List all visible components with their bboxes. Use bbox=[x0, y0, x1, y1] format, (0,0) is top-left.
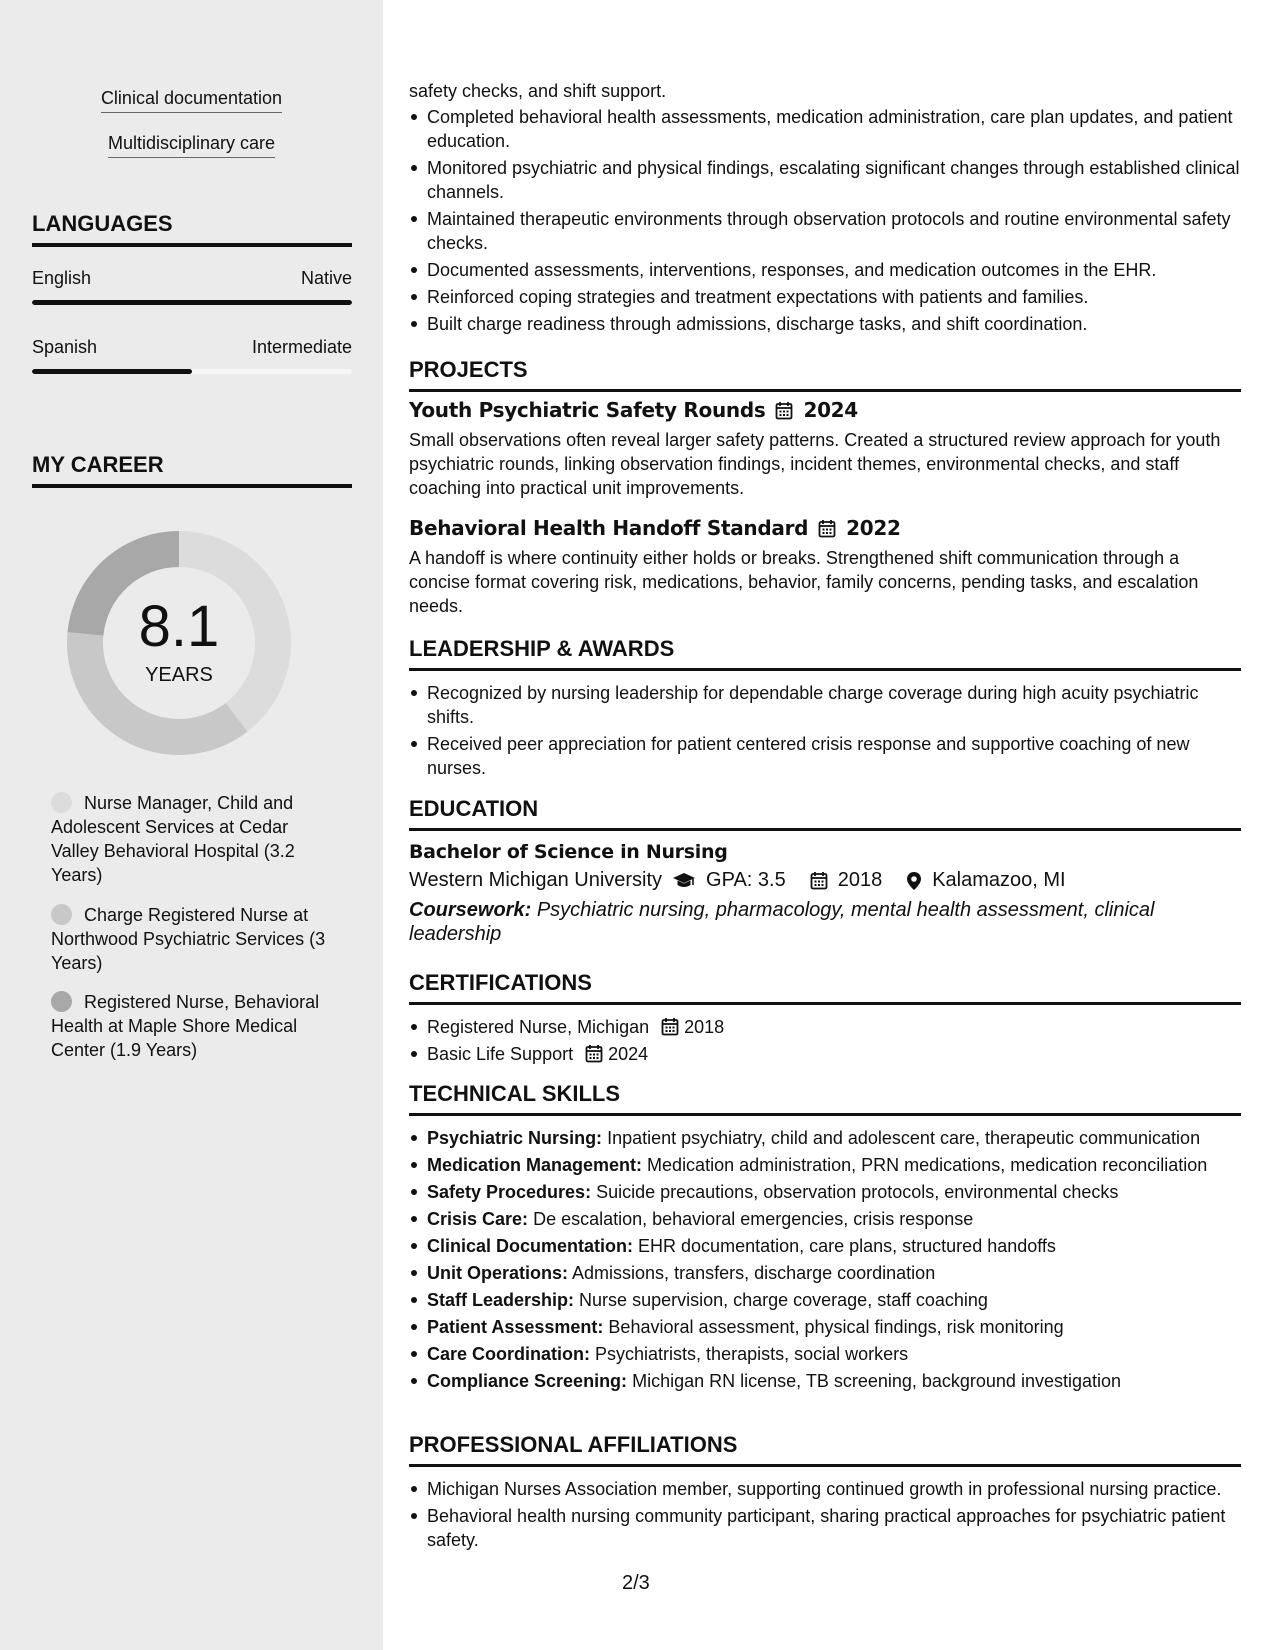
calendar-icon bbox=[585, 1044, 603, 1063]
list-item bbox=[409, 1342, 1241, 1366]
list-item: Behavioral health nursing community participant, sharing practical approaches for psychiatric patient safety. bbox=[409, 1504, 1241, 1552]
experience-continued-text: safety checks, and shift support. bbox=[409, 81, 667, 101]
list-item: Recognized by nursing leadership for dependable charge coverage during high acuity psychiatric shifts. bbox=[409, 681, 1241, 729]
skill-label: Psychiatric Nursing: bbox=[427, 1128, 603, 1148]
affiliations-list bbox=[409, 1477, 1241, 1552]
list-item: Built charge readiness through admissions, discharge tasks, and shift coordination. bbox=[409, 312, 1241, 336]
certification-name: Basic Life Support bbox=[427, 1044, 574, 1064]
skill-label: Compliance Screening: bbox=[427, 1371, 628, 1391]
coursework-text: Psychiatric nursing, pharmacology, mental health assessment, clinical leadership bbox=[409, 899, 1155, 945]
graduation-year: 2018 bbox=[837, 869, 883, 891]
project-description: A handoff is where continuity either holds or breaks. Strengthened shift communication through a concise format covering risk, medications, behavior, family concerns, pending tasks, and escalation needs. bbox=[409, 548, 1199, 616]
skill-label: Patient Assessment: bbox=[427, 1317, 604, 1337]
school-name: Western Michigan University bbox=[409, 869, 663, 891]
certifications-list bbox=[409, 1015, 1241, 1066]
skill-value: Behavioral assessment, physical findings, risk monitoring bbox=[608, 1317, 1064, 1337]
main-content bbox=[409, 0, 1241, 1650]
languages-heading: LANGUAGES bbox=[32, 211, 352, 247]
skill-value: Suicide precautions, observation protocols, environmental checks bbox=[596, 1182, 1119, 1202]
education-heading: EDUCATION bbox=[409, 796, 1241, 831]
list-item: Maintained therapeutic environments through observation protocols and routine environmental safety checks. bbox=[409, 207, 1241, 255]
career-role: Registered Nurse, Behavioral Health at Maple Shore Medical Center (1.9 Years) bbox=[51, 992, 320, 1060]
list-item bbox=[409, 1153, 1241, 1177]
coursework-label: Coursework: bbox=[409, 899, 532, 921]
map-pin-icon bbox=[906, 871, 922, 891]
project-title: Behavioral Health Handoff Standard bbox=[409, 516, 809, 540]
degree-title: Bachelor of Science in Nursing bbox=[409, 841, 728, 863]
project-title-row bbox=[409, 398, 1241, 422]
project-year: 2024 bbox=[803, 398, 858, 422]
language-proficiency-bar bbox=[32, 300, 352, 305]
calendar-icon bbox=[775, 401, 793, 420]
skill-value: Medication administration, PRN medications, medication reconciliation bbox=[647, 1155, 1208, 1175]
language-row bbox=[32, 337, 352, 358]
education-section bbox=[409, 796, 1241, 946]
list-item bbox=[409, 1261, 1241, 1285]
experience-bullets bbox=[409, 105, 1241, 339]
skill-label: Safety Procedures: bbox=[427, 1182, 592, 1202]
affiliations-heading: PROFESSIONAL AFFILIATIONS bbox=[409, 1432, 1241, 1467]
project-title-row bbox=[409, 516, 1241, 540]
skill-label: Unit Operations: bbox=[427, 1263, 569, 1283]
skill-label: Clinical Documentation: bbox=[427, 1236, 634, 1256]
language-row bbox=[32, 268, 352, 289]
certification-name: Registered Nurse, Michigan bbox=[427, 1017, 650, 1037]
list-item bbox=[409, 1369, 1241, 1393]
skill-label: Crisis Care: bbox=[427, 1209, 529, 1229]
career-role: Nurse Manager, Child and Adolescent Services at Cedar Valley Behavioral Hospital (3.2 Years) bbox=[51, 793, 295, 885]
career-legend-dot bbox=[51, 904, 72, 925]
list-item: Monitored psychiatric and physical findings, escalating significant changes through established clinical channels. bbox=[409, 156, 1241, 204]
sidebar bbox=[0, 0, 383, 1650]
education-meta bbox=[409, 869, 1241, 892]
skill-value: Admissions, transfers, discharge coordination bbox=[572, 1263, 936, 1283]
list-item: Documented assessments, interventions, responses, and medication outcomes in the EHR. bbox=[409, 258, 1241, 282]
skill-label: Care Coordination: bbox=[427, 1344, 591, 1364]
leadership-bullets bbox=[409, 681, 1241, 780]
career-legend-dot bbox=[51, 991, 72, 1012]
list-item bbox=[409, 1042, 1241, 1066]
calendar-icon bbox=[661, 1017, 679, 1036]
affiliations-section bbox=[409, 1432, 1241, 1555]
language-proficiency-fill bbox=[32, 300, 352, 305]
gpa: GPA: 3.5 bbox=[706, 869, 786, 891]
list-item bbox=[409, 1315, 1241, 1339]
list-item: Reinforced coping strategies and treatment expectations with patients and families. bbox=[409, 285, 1241, 309]
certifications-heading: CERTIFICATIONS bbox=[409, 970, 1241, 1005]
graduation-cap-icon bbox=[672, 872, 696, 890]
skill-value: Inpatient psychiatry, child and adolescent care, therapeutic communication bbox=[607, 1128, 1201, 1148]
skill-value: De escalation, behavioral emergencies, crisis response bbox=[533, 1209, 974, 1229]
certification-year: 2024 bbox=[608, 1044, 649, 1064]
list-item bbox=[409, 1207, 1241, 1231]
school-location: Kalamazoo, MI bbox=[932, 869, 1066, 891]
list-item bbox=[409, 1180, 1241, 1204]
project-year: 2022 bbox=[846, 516, 901, 540]
language-name: English bbox=[32, 268, 92, 288]
career-total-unit: YEARS bbox=[145, 664, 213, 686]
calendar-icon bbox=[818, 519, 836, 538]
career-heading: MY CAREER bbox=[32, 452, 352, 488]
list-item bbox=[409, 1015, 1241, 1039]
coursework bbox=[409, 898, 1241, 946]
leadership-section bbox=[409, 636, 1241, 783]
list-item bbox=[409, 1126, 1241, 1150]
list-item: Completed behavioral health assessments, medication administration, care plan updates, and patient education. bbox=[409, 105, 1241, 153]
career-role: Charge Registered Nurse at Northwood Psychiatric Services (3 Years) bbox=[51, 905, 326, 973]
skill-value: Psychiatrists, therapists, social workers bbox=[595, 1344, 909, 1364]
skill-tag: Clinical documentation bbox=[0, 88, 383, 113]
list-item: Michigan Nurses Association member, supporting continued growth in professional nursing practice. bbox=[409, 1477, 1241, 1501]
list-item bbox=[409, 1234, 1241, 1258]
career-total-value: 8.1 bbox=[138, 594, 220, 659]
calendar-icon bbox=[810, 871, 828, 890]
project-item bbox=[409, 398, 1241, 500]
skill-value: Michigan RN license, TB screening, background investigation bbox=[632, 1371, 1122, 1391]
language-level: Intermediate bbox=[251, 337, 352, 357]
language-proficiency-bar bbox=[32, 369, 352, 374]
projects-section bbox=[409, 357, 1241, 392]
technical-skills-section bbox=[409, 1081, 1241, 1396]
page-number: 2/3 bbox=[622, 1572, 650, 1594]
career-legend-dot bbox=[51, 792, 72, 813]
skill-label: Medication Management: bbox=[427, 1155, 643, 1175]
language-level: Native bbox=[300, 268, 352, 288]
leadership-heading: LEADERSHIP & AWARDS bbox=[409, 636, 1241, 671]
skill-value: EHR documentation, care plans, structured handoffs bbox=[638, 1236, 1056, 1256]
list-item bbox=[409, 1288, 1241, 1312]
language-name: Spanish bbox=[32, 337, 98, 357]
project-item bbox=[409, 516, 1241, 618]
skill-label: Staff Leadership: bbox=[427, 1290, 575, 1310]
skill-value: Nurse supervision, charge coverage, staff coaching bbox=[579, 1290, 988, 1310]
list-item: Received peer appreciation for patient centered crisis response and supportive coaching of new nurses. bbox=[409, 732, 1241, 780]
project-description: Small observations often reveal larger safety patterns. Created a structured review approach for youth psychiatric rounds, linking observation findings, incident themes, environmental checks, and staff coaching into practical unit improvements. bbox=[409, 430, 1221, 498]
technical-skills-heading: TECHNICAL SKILLS bbox=[409, 1081, 1241, 1116]
language-proficiency-fill bbox=[32, 369, 192, 374]
skill-tag: Multidisciplinary care bbox=[0, 133, 383, 158]
project-title: Youth Psychiatric Safety Rounds bbox=[409, 398, 766, 422]
technical-skills-list bbox=[409, 1126, 1241, 1393]
certifications-section bbox=[409, 970, 1241, 1069]
certification-year: 2018 bbox=[684, 1017, 725, 1037]
projects-heading: PROJECTS bbox=[409, 357, 1241, 392]
